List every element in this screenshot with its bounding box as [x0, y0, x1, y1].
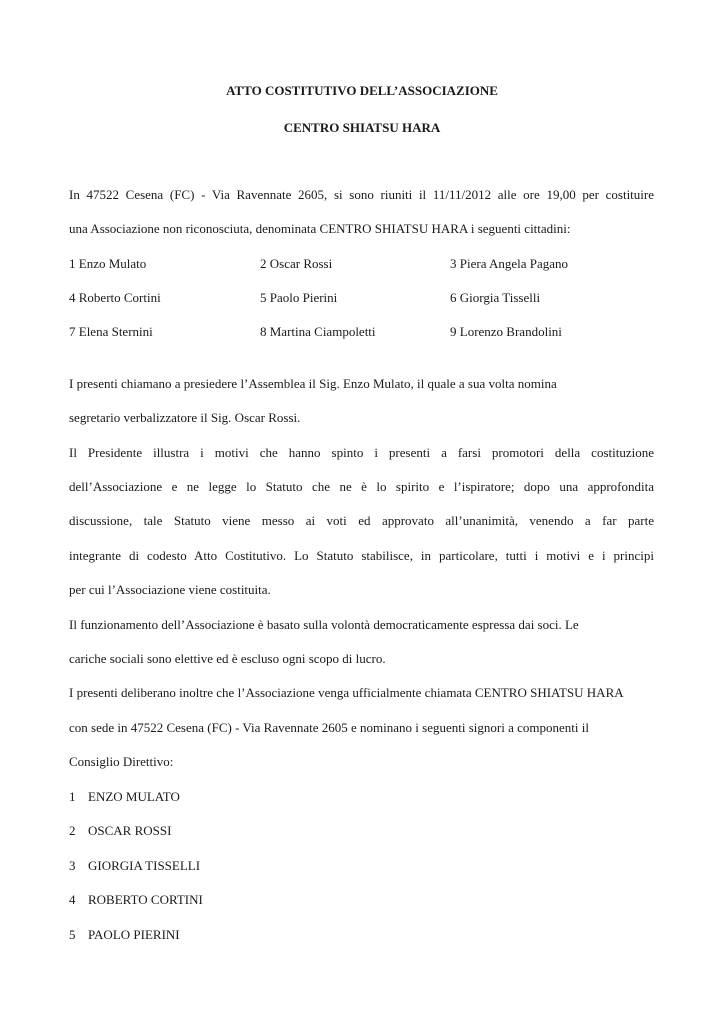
member-9: 9 Lorenzo Brandolini: [450, 324, 562, 339]
body-line-4: dell’Associazione e ne legge lo Statuto che ne è lo spirito e l’ispiratore; dopo una approfondita: [69, 479, 654, 494]
body-line-10: I presenti deliberano inoltre che l’Associazione venga ufficialmente chiamata CENTRO SHIATSU HARA: [69, 685, 624, 700]
member-1: 1 Enzo Mulato: [69, 256, 147, 271]
body-line-11: con sede in 47522 Cesena (FC) - Via Ravennate 2605 e nominano i seguenti signori a componenti il: [69, 720, 589, 735]
body-line-9: cariche sociali sono elettive ed è escluso ogni scopo di lucro.: [69, 651, 386, 666]
council-item-4: 4 ROBERTO CORTINI: [69, 892, 203, 907]
body-line-12: Consiglio Direttivo:: [69, 754, 174, 769]
member-8: 8 Martina Ciampoletti: [260, 324, 376, 339]
member-7: 7 Elena Sternini: [69, 324, 153, 339]
council-item-3: 3 GIORGIA TISSELLI: [69, 858, 201, 873]
body-line-8: Il funzionamento dell’Associazione è basato sulla volontà democraticamente espressa dai soci. Le: [69, 617, 579, 632]
member-4: 4 Roberto Cortini: [69, 290, 161, 305]
association-name: CENTRO SHIATSU HARA: [283, 120, 441, 135]
intro-line-1: In 47522 Cesena (FC) - Via Ravennate 2605, si sono riuniti il 11/11/2012 alle ore 19,00 per costituire: [69, 187, 654, 202]
council-item-1: 1 ENZO MULATO: [69, 789, 180, 804]
member-6: 6 Giorgia Tisselli: [450, 290, 541, 305]
body-line-5: discussione, tale Statuto viene messo ai voti ed approvato all’unanimità, venendo a far parte: [69, 513, 654, 528]
member-2: 2 Oscar Rossi: [260, 256, 333, 271]
member-5: 5 Paolo Pierini: [260, 290, 338, 305]
body-line-3: Il Presidente illustra i motivi che hanno spinto i presenti a farsi promotori della costituzione: [69, 445, 654, 460]
body-line-2: segretario verbalizzatore il Sig. Oscar Rossi.: [69, 410, 301, 425]
member-3: 3 Piera Angela Pagano: [450, 256, 569, 271]
council-item-5: 5 PAOLO PIERINI: [69, 927, 180, 942]
intro-line-2: una Associazione non riconosciuta, denominata CENTRO SHIATSU HARA i seguenti cittadini:: [69, 221, 571, 236]
body-line-7: per cui l’Associazione viene costituita.: [69, 582, 271, 597]
body-line-6: integrante di codesto Atto Costitutivo. Lo Statuto stabilisce, in particolare, tutti i motivi e i principi: [69, 548, 654, 563]
council-item-2: 2 OSCAR ROSSI: [69, 823, 172, 838]
body-line-1: I presenti chiamano a presiedere l’Assemblea il Sig. Enzo Mulato, il quale a sua volta nomina: [69, 376, 557, 391]
document-title: ATTO COSTITUTIVO DELL’ASSOCIAZIONE: [226, 83, 498, 98]
